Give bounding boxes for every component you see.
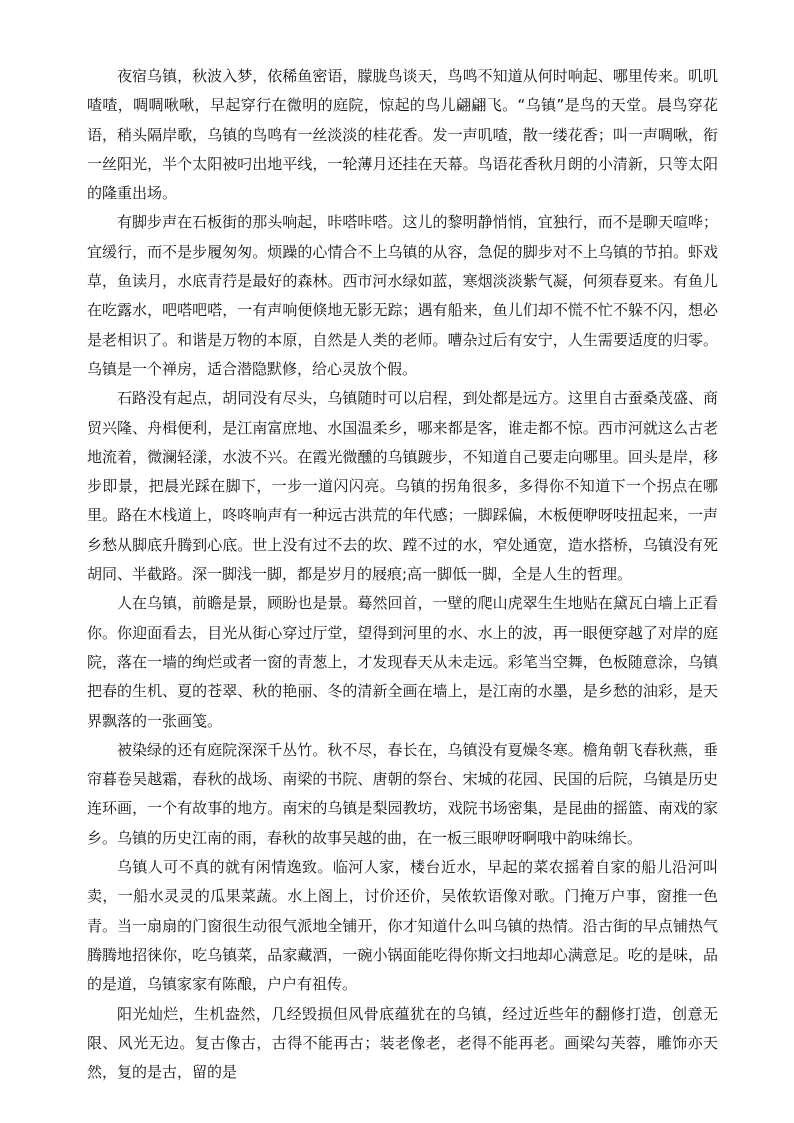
paragraph: 人在乌镇，前瞻是景，顾盼也是景。蓦然回首，一壁的爬山虎翠生生地贴在黛瓦白墙上正看你。你迎面看去，目光从街心穿过厅堂，望得到河里的水、水上的波，再一眼便穿越了对岸的庭院，落在一墙的绚烂或者一窗的青葱上，才发现春天从未走远。彩笔当空舞，色板随意涂，乌镇把春的生机、夏的苍翠、秋的艳丽、冬的清新全画在墙上，是江南的水墨，是乡愁的油彩，是天界飘落的一张画笺。	[87, 594, 718, 730]
paragraph: 有脚步声在石板街的那头响起，咔嗒咔嗒。这儿的黎明静悄悄，宜独行，而不是聊天喧哗；宜缓行，而不是步履匆匆。烦躁的心情合不上乌镇的从容，急促的脚步对不上乌镇的节拍。虾戏草，鱼读月，水底青荇是最好的森林。西市河水绿如蓝，寒烟淡淡紫气凝，何须春夏来。有鱼儿在吃露水，吧嗒吧嗒，一有声响便倏地无影无踪；遇有船来，鱼儿们却不慌不忙不躲不闪，想必是老相识了。和谐是万物的本原，自然是人类的老师。嘈杂过后有安宁，人生需要适度的归零。乌镇是一个禅房，适合潜隐默修，给心灵放个假。	[87, 213, 718, 378]
paragraph: 石路没有起点，胡同没有尽头，乌镇随时可以启程，到处都是远方。这里自古蚕桑茂盛、商贸兴隆、舟楫便利，是江南富庶地、水国温柔乡，哪来都是客，谁走都不惊。西市河就这么古老地流着，微澜轻漾，水波不兴。在霞光微醺的乌镇踱步，不知道自己要走向哪里。回头是岸，移步即景，把晨光踩在脚下，一步一道闪闪亮。乌镇的拐角很多，多得你不知道下一个拐点在哪里。路在木栈道上，咚咚响声有一种远古洪荒的年代感；一脚踩偏，木板便咿呀吱扭起来，一声乡愁从脚底升腾到心底。世上没有过不去的坎、蹚不过的水，窄处通宽，造水搭桥，乌镇没有死胡同、半截路。深一脚浅一脚，都是岁月的屐痕;高一脚低一脚，全是人生的哲理。	[87, 389, 718, 584]
paragraph: 乌镇人可不真的就有闲情逸致。临河人家，楼台近水，早起的菜农摇着自家的船儿沿河叫卖，一船水灵灵的瓜果菜蔬。水上阁上，讨价还价，吴侬软语像对歌。门掩万户事，窗推一色青。当一扇扇的门窗很生动很气派地全铺开，你才知道什么叫乌镇的热情。沿古街的早点铺热气腾腾地招徕你，吃乌镇菜，品家藏酒，一碗小锅面能吃得你斯文扫地却心满意足。吃的是味，品的是道，乌镇家家有陈酿，户户有祖传。	[87, 858, 718, 994]
paragraph: 夜宿乌镇，秋波入梦，依稀鱼密语，朦胧鸟谈天，鸟鸣不知道从何时响起、哪里传来。叽叽喳喳，啁啁啾啾，早起穿行在微明的庭院，惊起的鸟儿翩翩飞。“乌镇”是鸟的天堂。晨鸟穿花语，稍头隔岸歌，乌镇的鸟鸣有一丝淡淡的桂花香。发一声叽喳，散一缕花香；叫一声啁啾，衔一丝阳光，半个太阳被叼出地平线，一轮薄月还挂在天幕。鸟语花香秋月朗的小清新，只等太阳的隆重出场。	[87, 67, 718, 203]
article-body	[87, 62, 718, 1087]
paragraph: 被染绿的还有庭院深深千丛竹。秋不尽，春长在，乌镇没有夏燥冬寒。檐角朝飞春秋燕，垂帘暮卷吴越霜，春秋的战场、南梁的书院、唐朝的祭台、宋城的花园、民国的后院，乌镇是历史连环画，一个有故事的地方。南宋的乌镇是梨园教坊，戏院书场密集，是昆曲的摇篮、南戏的家乡。乌镇的历史江南的雨，春秋的故事吴越的曲，在一板三眼咿呀啊哦中韵味绵长。	[87, 740, 718, 847]
paragraph: 阳光灿烂，生机盎然，几经毁损但风骨底蕴犹在的乌镇，经过近些年的翻修打造，创意无限、风光无边。复古像古，古得不能再古；装老像老，老得不能再老。画梁勾芙蓉，雕饰亦天然，复的是古，留的是	[87, 1004, 718, 1082]
